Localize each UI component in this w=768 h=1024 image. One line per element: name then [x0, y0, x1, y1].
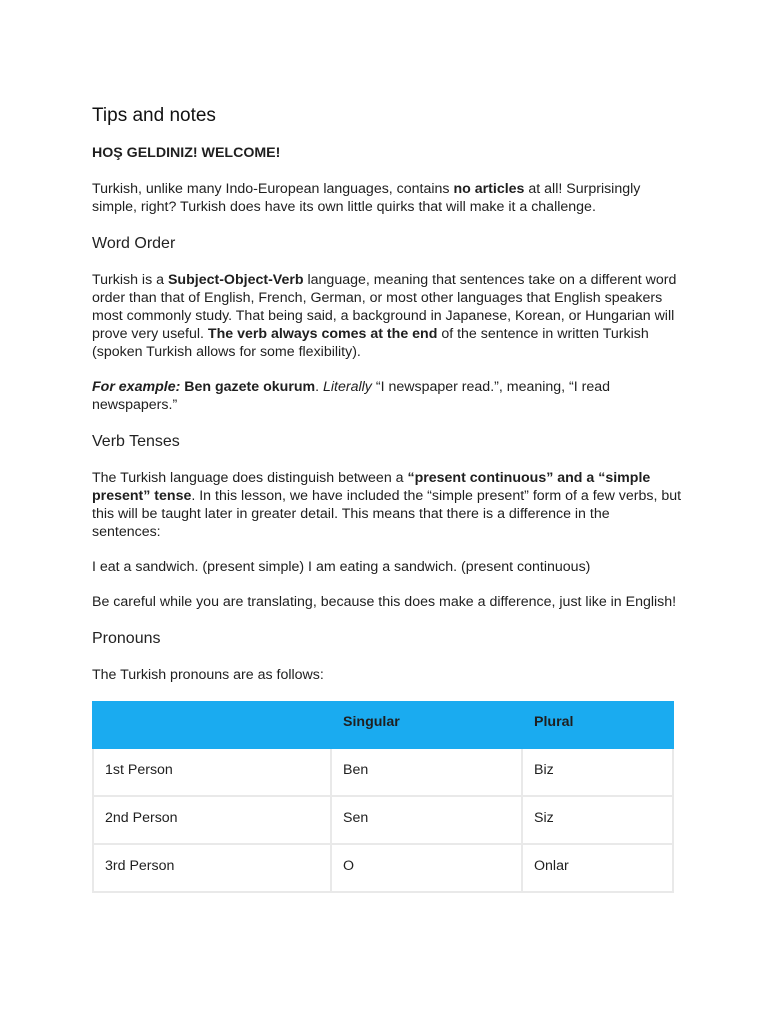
example-turkish: Ben gazete okurum [180, 379, 316, 395]
table-row [93, 748, 673, 796]
word-order-text-1: Turkish is a [92, 272, 168, 288]
plural-cell: Siz [522, 796, 673, 844]
table-row [93, 844, 673, 892]
word-order-text-2: language, meaning that sentences take on a different word order than that of English, French, German, or most other languages that English speakers most commonly study. That being said, a background in Japanese, Korean, or Hungarian will prove very useful. [92, 272, 677, 342]
header-cell-empty [93, 702, 331, 748]
pronouns-heading: Pronouns [92, 630, 161, 647]
singular-cell: Ben [331, 748, 522, 796]
verb-tenses-text-2: . In this lesson, we have included the “simple present” form of a few verbs, but this will be taught later in greater detail. This means that there is a difference in the sentences: [92, 488, 682, 540]
page-title: Tips and notes [92, 105, 216, 126]
pronouns-table [92, 701, 674, 893]
example-label: For example: [92, 379, 181, 395]
intro-text-after: at all! Surprisingly simple, right? Turkish does have its own little quirks that will make it a challenge. [92, 181, 641, 215]
example-separator: . [315, 379, 324, 395]
pronouns-intro: The Turkish pronouns are as follows: [92, 667, 324, 683]
word-order-bold-verb-end: The verb always comes at the end [207, 326, 438, 342]
intro-bold: no articles [453, 181, 525, 197]
row-label: 3rd Person [93, 844, 331, 892]
verb-tenses-heading: Verb Tenses [92, 433, 180, 450]
word-order-paragraph [92, 271, 682, 361]
word-order-heading: Word Order [92, 235, 176, 252]
singular-cell: Sen [331, 796, 522, 844]
example-translation: “I newspaper read.”, meaning, “I read newspapers.” [92, 379, 611, 413]
careful-paragraph: Be careful while you are translating, because this does make a difference, just like in English! [92, 594, 677, 610]
singular-cell: O [331, 844, 522, 892]
plural-cell: Biz [522, 748, 673, 796]
verb-tenses-paragraph [92, 469, 682, 541]
header-cell-singular: Singular [331, 702, 522, 748]
row-label: 2nd Person [93, 796, 331, 844]
row-label: 1st Person [93, 748, 331, 796]
example-paragraph [92, 378, 682, 414]
header-cell-plural: Plural [522, 702, 673, 748]
verb-tenses-text-1: The Turkish language does distinguish between a [92, 470, 408, 486]
verb-tenses-bold: “present continuous” and a “simple present” tense [92, 470, 651, 504]
document-content [92, 104, 682, 893]
table-row [93, 796, 673, 844]
word-order-text-3: of the sentence in written Turkish (spoken Turkish allows for some flexibility). [92, 326, 649, 360]
example-literally: Literally [323, 379, 372, 395]
welcome-line: HOŞ GELDINIZ! WELCOME! [92, 145, 281, 161]
word-order-bold-sov: Subject-Object-Verb [167, 272, 304, 288]
intro-text-before: Turkish, unlike many Indo-European languages, contains [92, 181, 454, 197]
table-header-row [93, 702, 673, 748]
sandwich-example: I eat a sandwich. (present simple) I am eating a sandwich. (present continuous) [92, 559, 591, 575]
intro-paragraph [92, 180, 682, 216]
plural-cell: Onlar [522, 844, 673, 892]
